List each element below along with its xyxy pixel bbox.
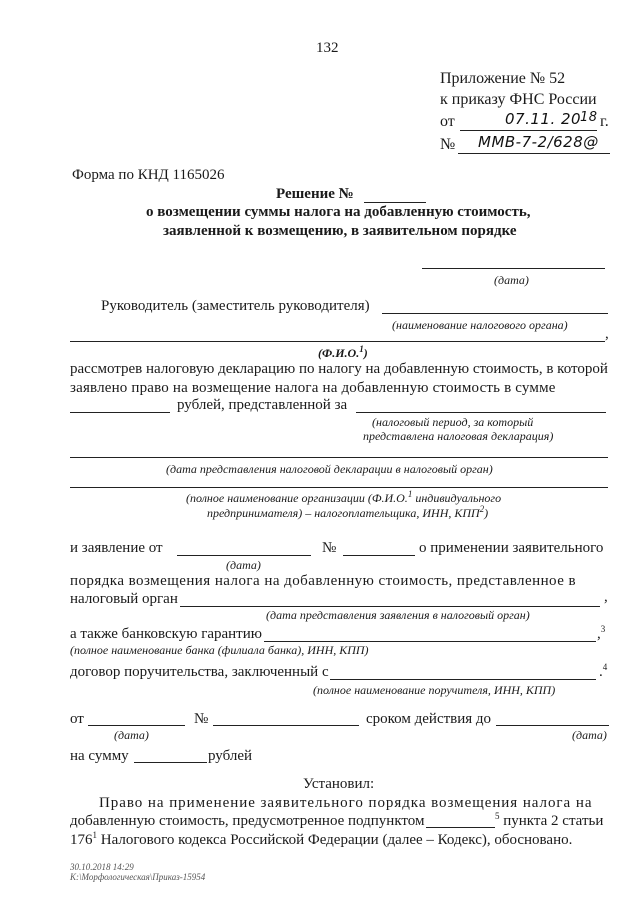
statement-submit-caption: (дата представления заявления в налоговый орган): [266, 608, 530, 622]
statement-comma: ,: [604, 589, 608, 605]
footer-path: К:\Морфологическая\Приказ-15954: [70, 872, 206, 882]
para3-line-2-end: $^5$ пункта 2 статьи: [495, 811, 604, 829]
para2-line-1: порядка возмещения налога на добавленную стоимость, представленное в: [70, 573, 577, 589]
para1-line-3: рублей, представленной за: [177, 397, 348, 413]
statement-number-line: [343, 555, 415, 556]
surety-dot: .$^4$: [599, 662, 608, 680]
head-line: [382, 313, 608, 314]
statement-submit-line: [180, 606, 600, 607]
form-code: Форма по КНД 1165026: [72, 167, 225, 183]
period-caption-1: (налоговый период, за который: [372, 415, 534, 429]
established-heading: Установил:: [303, 776, 375, 792]
guarantee-line: [264, 641, 596, 642]
term-date-caption: (дата): [572, 728, 607, 742]
footer-timestamp: 30.10.2018 14:29: [70, 862, 134, 872]
para1-line-1: рассмотрев налоговую декларацию по налогу на добавленную стоимость, в которой: [70, 361, 608, 377]
statement-date-caption: (дата): [226, 558, 261, 572]
surety-line: [330, 679, 596, 680]
contract-no-label: №: [194, 711, 209, 727]
organization-line: [70, 487, 608, 488]
term-label: сроком действия до: [366, 711, 492, 727]
amount-line: [70, 412, 170, 413]
organization-caption-1: (полное наименование организации (Ф.И.О.$^1$ индивидуального: [186, 489, 502, 505]
declaration-date-line: [70, 457, 608, 458]
subparagraph-line: [426, 827, 495, 828]
appendix-title: Приложение № 52: [440, 70, 566, 87]
period-line: [356, 412, 606, 413]
declaration-date-caption: (дата представления налоговой декларации в налоговый орган): [166, 462, 493, 476]
heading-line-1: о возмещении суммы налога на добавленную стоимость,: [146, 204, 531, 220]
date-line: [422, 268, 605, 269]
fio-caption: (Ф.И.О.$^1$): [318, 344, 368, 360]
statement-no-label: №: [322, 540, 337, 556]
para3-line-2: добавленную стоимость, предусмотренное подпунктом: [70, 813, 425, 829]
bank-caption: (полное наименование банка (филиала банка), ИНН, КПП): [70, 643, 369, 657]
appendix-number-line: [458, 153, 610, 154]
heading-line-2: заявленной к возмещению, в заявительном порядке: [163, 223, 517, 239]
appendix-number-prefix: №: [440, 136, 456, 153]
statement-from-label: и заявление от: [70, 540, 163, 556]
period-caption-2: представлена налоговая декларация): [363, 429, 554, 443]
page-number: 132: [316, 40, 339, 56]
para2-line-2: налоговый орган: [70, 591, 178, 607]
contract-from-label: от: [70, 711, 84, 727]
appendix-order: к приказу ФНС России: [440, 91, 597, 108]
rub-label: рублей: [208, 748, 253, 764]
fio-comma: ,: [605, 326, 609, 342]
surety-label: договор поручительства, заключенный с: [70, 664, 329, 680]
sum-line: [134, 762, 207, 763]
fio-line: [70, 341, 605, 342]
para3-line-1: Право на применение заявительного порядка возмещения налога на: [99, 795, 593, 811]
decision-number-line: [364, 202, 426, 203]
appendix-date-line: [460, 130, 597, 131]
appendix-number-handwritten: ММВ-7-2/628@: [478, 133, 599, 151]
statement-about-label: о применении заявительного: [419, 540, 604, 556]
contract-date-caption: (дата): [114, 728, 149, 742]
decision-title: Решение №: [276, 186, 354, 202]
para3-line-3: $176^1$ Налогового кодекса Российской Федерации (далее – Кодекс), обосновано.: [70, 830, 573, 848]
sum-label: на сумму: [70, 748, 129, 764]
appendix-date-prefix: от: [440, 113, 455, 130]
surety-caption: (полное наименование поручителя, ИНН, КПП): [313, 683, 556, 697]
guarantee-comma: ,$^3$: [597, 624, 606, 642]
contract-date-line: [88, 725, 185, 726]
guarantee-label: а также банковскую гарантию: [70, 626, 262, 642]
head-label: Руководитель (заместитель руководителя): [101, 298, 370, 314]
organization-caption-2: предпринимателя) – налогоплательщика, ИНН, КПП$^2$): [207, 504, 489, 520]
contract-number-line: [213, 725, 359, 726]
term-date-line: [496, 725, 609, 726]
statement-date-line: [177, 555, 311, 556]
date-caption: (дата): [494, 273, 529, 287]
appendix-date-handwritten: 07.11. 20: [505, 110, 582, 128]
appendix-year-handwritten: 18: [580, 110, 598, 125]
para1-line-2: заявлено право на возмещение налога на добавленную стоимость в сумме: [70, 380, 556, 396]
tax-authority-caption: (наименование налогового органа): [392, 318, 568, 332]
appendix-date-suffix: г.: [600, 113, 609, 130]
